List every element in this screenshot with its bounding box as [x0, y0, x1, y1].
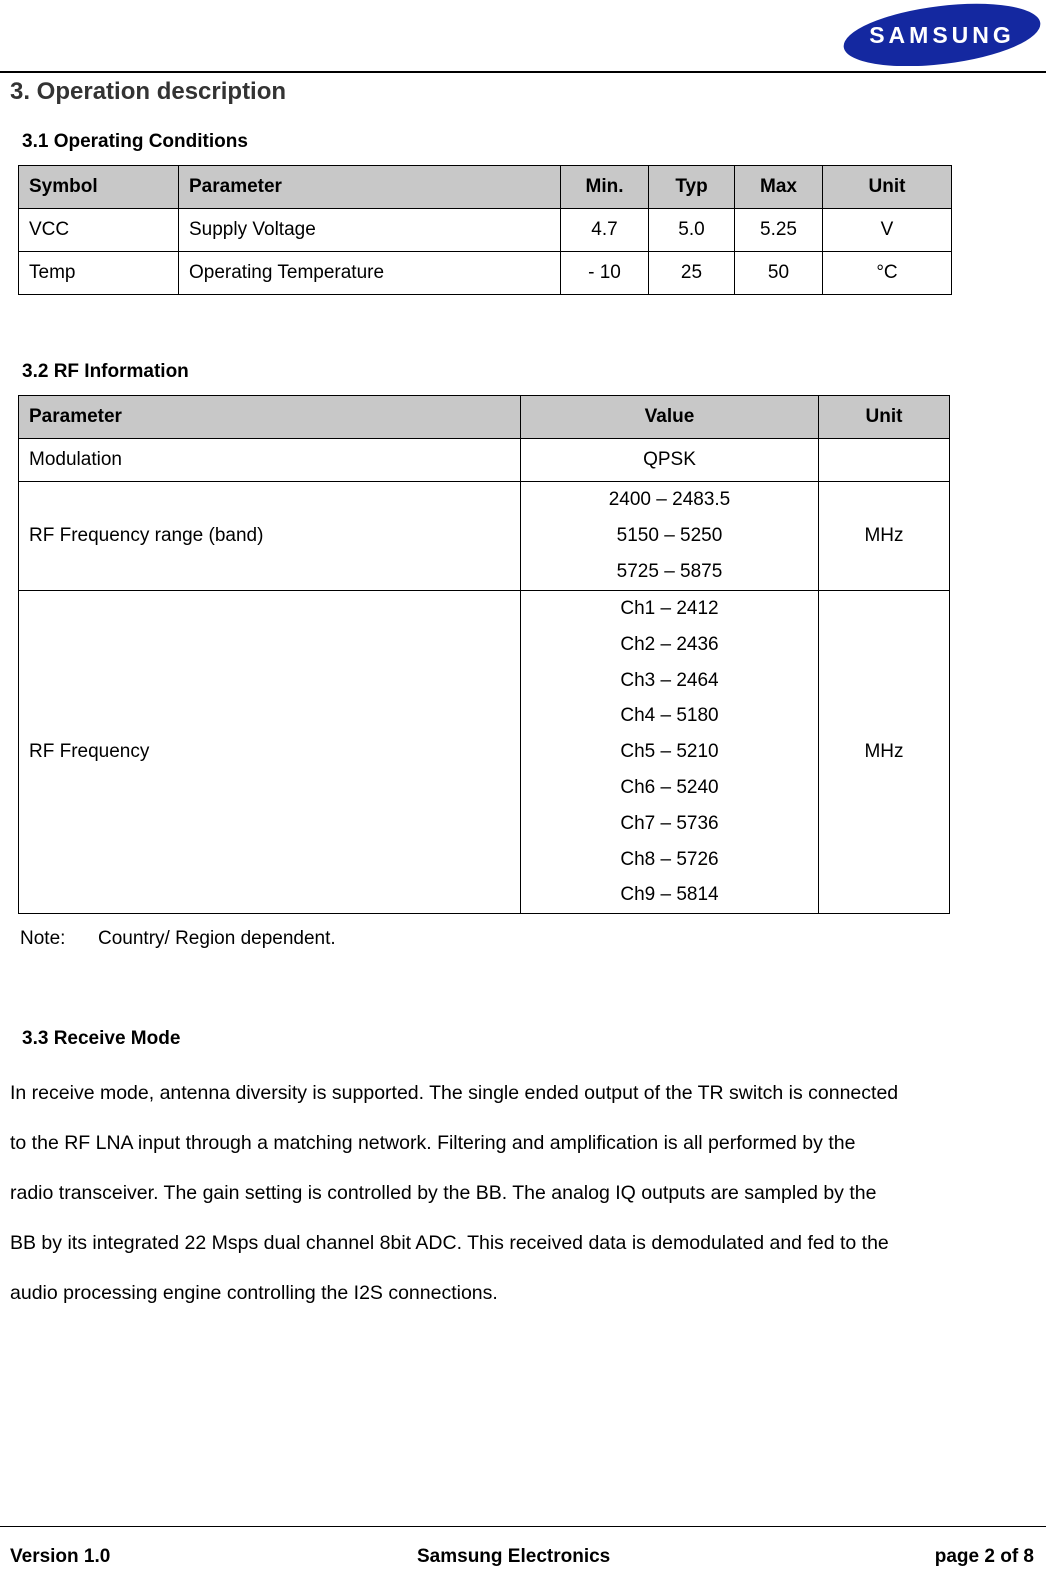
channel-value: Ch2 – 2436: [620, 633, 719, 655]
note-text: Country/ Region dependent.: [98, 928, 336, 949]
table-row: [19, 209, 952, 252]
table-row: [19, 252, 952, 295]
rf-note: [20, 928, 336, 950]
receive-mode-heading: 3.3 Receive Mode: [22, 1028, 181, 1049]
table-cell: Supply Voltage: [179, 209, 561, 252]
table-row: [19, 482, 950, 591]
paragraph-line: audio processing engine controlling the I2S connections.: [10, 1282, 498, 1304]
table-cell: 5.25: [735, 209, 823, 252]
table-cell: [521, 591, 819, 914]
column-header: Parameter: [19, 396, 521, 439]
table-cell: VCC: [19, 209, 179, 252]
table-header-row: [19, 166, 952, 209]
section-title: 3. Operation description: [10, 78, 287, 105]
table-cell: Temp: [19, 252, 179, 295]
channel-value: Ch7 – 5736: [620, 812, 719, 834]
band-value: 5725 – 5875: [616, 561, 723, 582]
table-cell: - 10: [561, 252, 649, 295]
table-cell: [819, 439, 950, 482]
band-value-list: [531, 482, 808, 590]
column-header: Parameter: [179, 166, 561, 209]
paragraph-line: In receive mode, antenna diversity is supported. The single ended output of the TR switch is connected: [10, 1082, 899, 1104]
note-label: Note:: [20, 928, 66, 949]
channel-value: Ch4 – 5180: [620, 705, 719, 727]
column-header: Typ: [649, 166, 735, 209]
table-cell: Operating Temperature: [179, 252, 561, 295]
table-row: [19, 439, 950, 482]
footer-version: Version 1.0: [10, 1546, 111, 1567]
column-header: Value: [521, 396, 819, 439]
channel-value: Ch6 – 5240: [620, 776, 719, 798]
channel-value: Ch3 – 2464: [620, 669, 719, 691]
table-cell: 50: [735, 252, 823, 295]
operating-conditions-heading: 3.1 Operating Conditions: [22, 131, 248, 152]
channel-value: Ch1 – 2412: [620, 598, 719, 619]
column-header: Unit: [823, 166, 952, 209]
rf-information-table: [18, 395, 950, 914]
band-value: 2400 – 2483.5: [608, 489, 731, 510]
column-header: Symbol: [19, 166, 179, 209]
channel-value: Ch8 – 5726: [620, 848, 719, 870]
table-cell: Modulation: [19, 439, 521, 482]
table-cell: RF Frequency: [19, 591, 521, 914]
paragraph-line: to the RF LNA input through a matching network. Filtering and amplification is all performed by the: [10, 1132, 856, 1154]
footer-company: Samsung Electronics: [417, 1546, 611, 1567]
table-cell: V: [823, 209, 952, 252]
receive-mode-paragraph: [10, 1068, 970, 1318]
table-cell: 25: [649, 252, 735, 295]
rf-information-heading: 3.2 RF Information: [22, 361, 189, 382]
table-cell: MHz: [819, 482, 950, 591]
paragraph-line: BB by its integrated 22 Msps dual channel 8bit ADC. This received data is demodulated and fed to the: [10, 1232, 889, 1254]
footer-divider: [0, 1526, 1046, 1527]
samsung-logo: [842, 2, 1042, 66]
table-header-row: [19, 396, 950, 439]
channel-value: Ch9 – 5814: [620, 884, 719, 906]
table-cell: RF Frequency range (band): [19, 482, 521, 591]
column-header: Max: [735, 166, 823, 209]
header-divider: [0, 71, 1046, 73]
column-header: Unit: [819, 396, 950, 439]
table-cell: QPSK: [521, 439, 819, 482]
table-cell: 4.7: [561, 209, 649, 252]
table-cell: [521, 482, 819, 591]
paragraph-line: radio transceiver. The gain setting is controlled by the BB. The analog IQ outputs are sampled by the: [10, 1182, 877, 1204]
table-cell: 5.0: [649, 209, 735, 252]
footer-page-number: page 2 of 8: [934, 1546, 1034, 1567]
table-cell: °C: [823, 252, 952, 295]
operating-conditions-table: [18, 165, 952, 295]
table-cell: MHz: [819, 591, 950, 914]
table-row: [19, 591, 950, 914]
band-value: 5150 – 5250: [616, 525, 723, 546]
channel-list: [531, 591, 808, 913]
svg-text:SAMSUNG: SAMSUNG: [869, 22, 1015, 48]
column-header: Min.: [561, 166, 649, 209]
channel-value: Ch5 – 5210: [620, 741, 719, 763]
